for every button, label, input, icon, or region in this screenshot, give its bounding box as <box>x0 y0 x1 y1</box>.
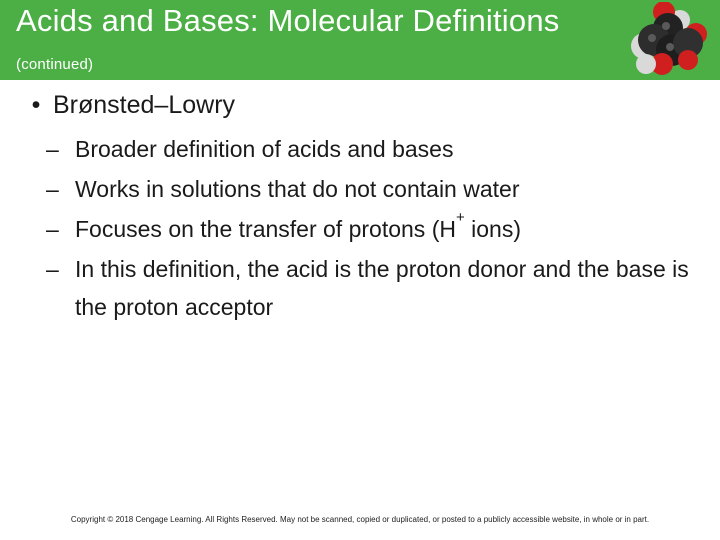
subbullet-1-text: Broader definition of acids and bases <box>75 136 454 162</box>
main-bullet <box>27 87 235 123</box>
subbullet-3-text <box>75 210 700 248</box>
subbullet-3-text-after: ions) <box>464 216 521 242</box>
proton-charge: + <box>455 209 465 226</box>
subbullet-4 <box>46 250 700 326</box>
copyright-footer: Copyright © 2018 Cengage Learning. All Rights Reserved. May not be scanned, copied or duplicated, or posted to a publicly accessible website, in whole or in part. <box>70 515 650 524</box>
subbullet-1 <box>46 130 700 168</box>
bullet-dot: • <box>31 91 41 119</box>
subbullet-4-text: In this definition, the acid is the proton donor and the base is the proton acceptor <box>75 256 689 320</box>
dash-marker: – <box>46 136 59 162</box>
dash-marker: – <box>46 256 59 282</box>
subbullet-3 <box>46 210 700 248</box>
title-suffix: (continued) <box>16 56 94 73</box>
main-bullet-text: Brønsted–Lowry <box>53 91 236 119</box>
subbullet-2 <box>46 170 700 208</box>
title-main: Acids and Bases: Molecular Definitions <box>16 3 560 38</box>
dash-marker: – <box>46 216 59 242</box>
subbullet-3-text-before: Focuses on the transfer of protons (H <box>75 216 456 242</box>
dash-marker: – <box>46 176 59 202</box>
subbullet-2-text: Works in solutions that do not contain water <box>75 176 520 202</box>
